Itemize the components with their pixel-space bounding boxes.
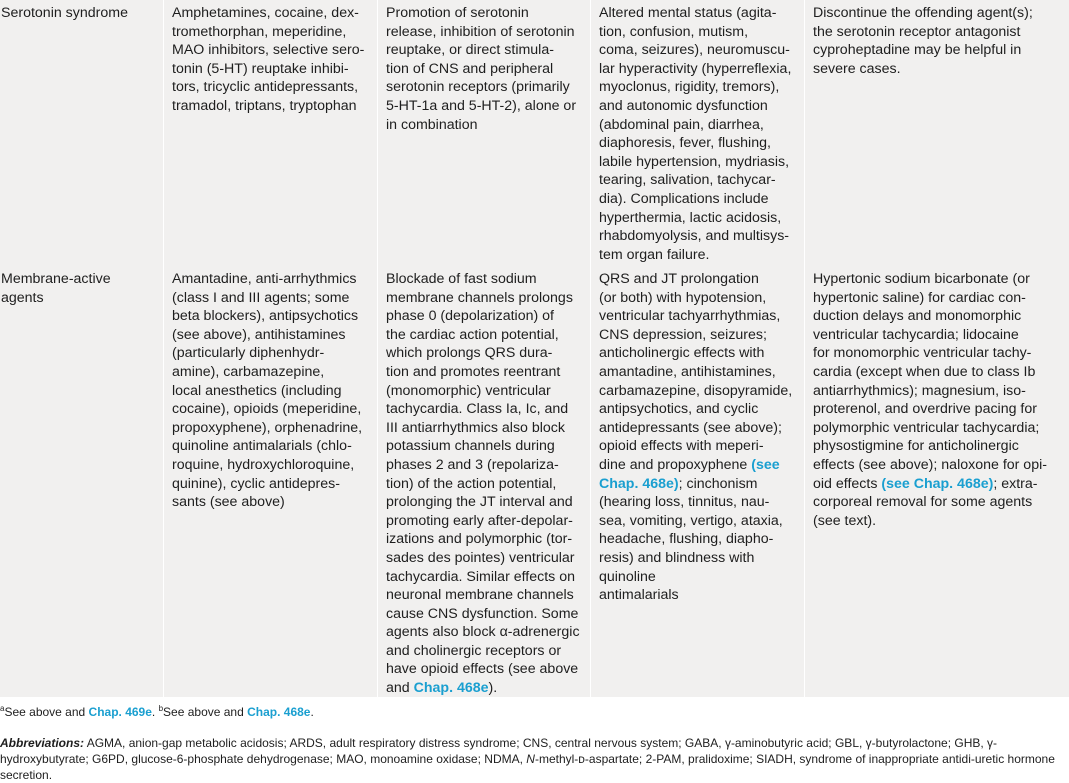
footnote-marker-b: b [158,704,164,713]
cell-mechanism [377,263,590,697]
abbreviations-note [0,735,1062,783]
table-footnotes [0,704,314,720]
cell-agent-class: Serotonin syndrome [1,5,128,21]
footnote-b-text: See above and [163,705,248,719]
mechanism-text: Blockade of fast sodium membrane channels prolongs phase 0 (depolarization) of the cardiac action potential, which prolongs QRS dura- tion and promotes reentrant (monomorphic) ventricular tachycardia. Class Ia, Ic, and III antiarrhythmics also block potassium channels during phases 2 and 3 (repolariza- tion) of the action potential, prolonging the JT interval and promoting early after-depolar- izations and polymorphic (tor- sades des pointes) ventricular tachycardia. Similar effects on neuronal membrane channels cause CNS dysfunction. Some agents also block α-adrenergic and cholinergic receptors or have opioid effects (see above and [386,271,580,697]
cell-agents: Amantadine, anti-arrhythmics (class I and III agents; some beta blockers), antipsychotics (see above), antihistamines (particularly diphenhydr- amine), carbamazepine, local anesthetics (including cocaine), opioids (meperidine, propoxyphene), orphenadrine, quinoline antimalarials (chlo- roquine, hydroxychloroquine, quinine), cyclic antidepres- sants (see above) [163,263,377,697]
cell-manifestations: Altered mental status (agita- tion, confusion, mutism, coma, seizures), neuromuscu- lar hyperactivity (hyperreflexia, myoclonus, rigidity, tremors), and autonomic dysfunction (abdominal pain, diarrhea, diaphoresis, fever, flushing, labile hypertension, mydriasis, tearing, salivation, tachycar- dia). Complications include hyperthermia, lactic acidosis, rhabdomyolysis, and multisys- tem organ failure. [590,0,804,263]
abbreviations-text: AGMA, anion-gap metabolic acidosis; ARDS, adult respiratory distress syndrome; CNS, central nervous system; GABA, γ-aminobutyric acid; GBL, γ-butyrolactone; GHB, γ-hydroxybutyrate; G6PD, glucose-6-phosphate dehydrogenase; MAO, monoamine oxidase; NDMA, [0,736,998,766]
footnote-marker-a: a [0,704,5,713]
treatment-tail: ; extra- corporeal removal for some agents (see text). [813,475,1038,529]
mechanism-tail: ). [488,680,498,697]
cell-treatment: Discontinue the offending agent(s); the serotonin receptor antagonist cyproheptadine may be helpful in severe cases. [804,0,1069,263]
chapter-link[interactable]: Chap. 468e [413,680,489,697]
manifestations-text: QRS and JT prolongation (or both) with hypotension, ventricular tachyarrhythmias, CNS depression, seizures; anticholinergic effects with amantadine, antihistamines, carbamazepine, disopyramide, antipsychotics, and cyclic antidepressants (see above); opioid effects with meperi- dine and propoxyphene [599,271,793,473]
footnote-a-end: . [151,705,159,719]
chapter-link[interactable]: (see Chap. 468e) [881,475,994,492]
cell-manifestations [590,263,804,697]
cell-agents: Amphetamines, cocaine, dex- tromethorphan, meperidine, MAO inhibitors, selective sero- tonin (5-HT) reuptake inhibi- tors, tricyclic antidepressants, tramadol, triptans, tryptophan [163,0,377,263]
cell-treatment [804,263,1069,697]
abbreviations-label: Abbreviations: [0,736,85,750]
chapter-link[interactable]: (see Chap. 468e) [599,456,780,492]
treatment-text: Hypertonic sodium bicarbonate (or hypertonic saline) for cardiac con- duction delays and monomorphic ventricular tachycardia; lidocaine for monomorphic ventricular tachy- cardia (except when due to class Ib antiarrhythmics); magnesium, iso- proterenol, and overdrive pacing for polymorphic ventricular tachycardia; physostigmine for anticholinergic effects (see above); naloxone for opi- oid effects [813,271,1047,492]
table-row-serotonin-syndrome [0,0,1069,263]
manifestations-tail: ; cinchonism (hearing loss, tinnitus, nau- sea, vomiting, vertigo, ataxia, headache, flushing, diapho- resis) and blindness with quinoline antimalarials [599,475,783,604]
abbreviations-text-2: -methyl-ᴅ-aspartate; 2-PAM, pralidoxime; SIADH, syndrome of inappropriate antidi-uretic hormone secretion. [0,752,1055,782]
table-row-membrane-active-agents [0,263,1069,697]
chapter-link[interactable]: Chap. 469e [88,705,152,719]
cell-mechanism: Promotion of serotonin release, inhibition of serotonin reuptake, or direct stimula- tion of CNS and peripheral serotonin receptors (primarily 5-HT-1a and 5-HT-2), alone or in combination [377,0,590,263]
abbreviations-italic-n: N [526,752,535,766]
cell-agent-class: Membrane-active agents [1,271,111,306]
footnote-b-end: . [310,705,314,719]
footnote-a-text: See above and [4,705,89,719]
chapter-link[interactable]: Chap. 468e [247,705,311,719]
